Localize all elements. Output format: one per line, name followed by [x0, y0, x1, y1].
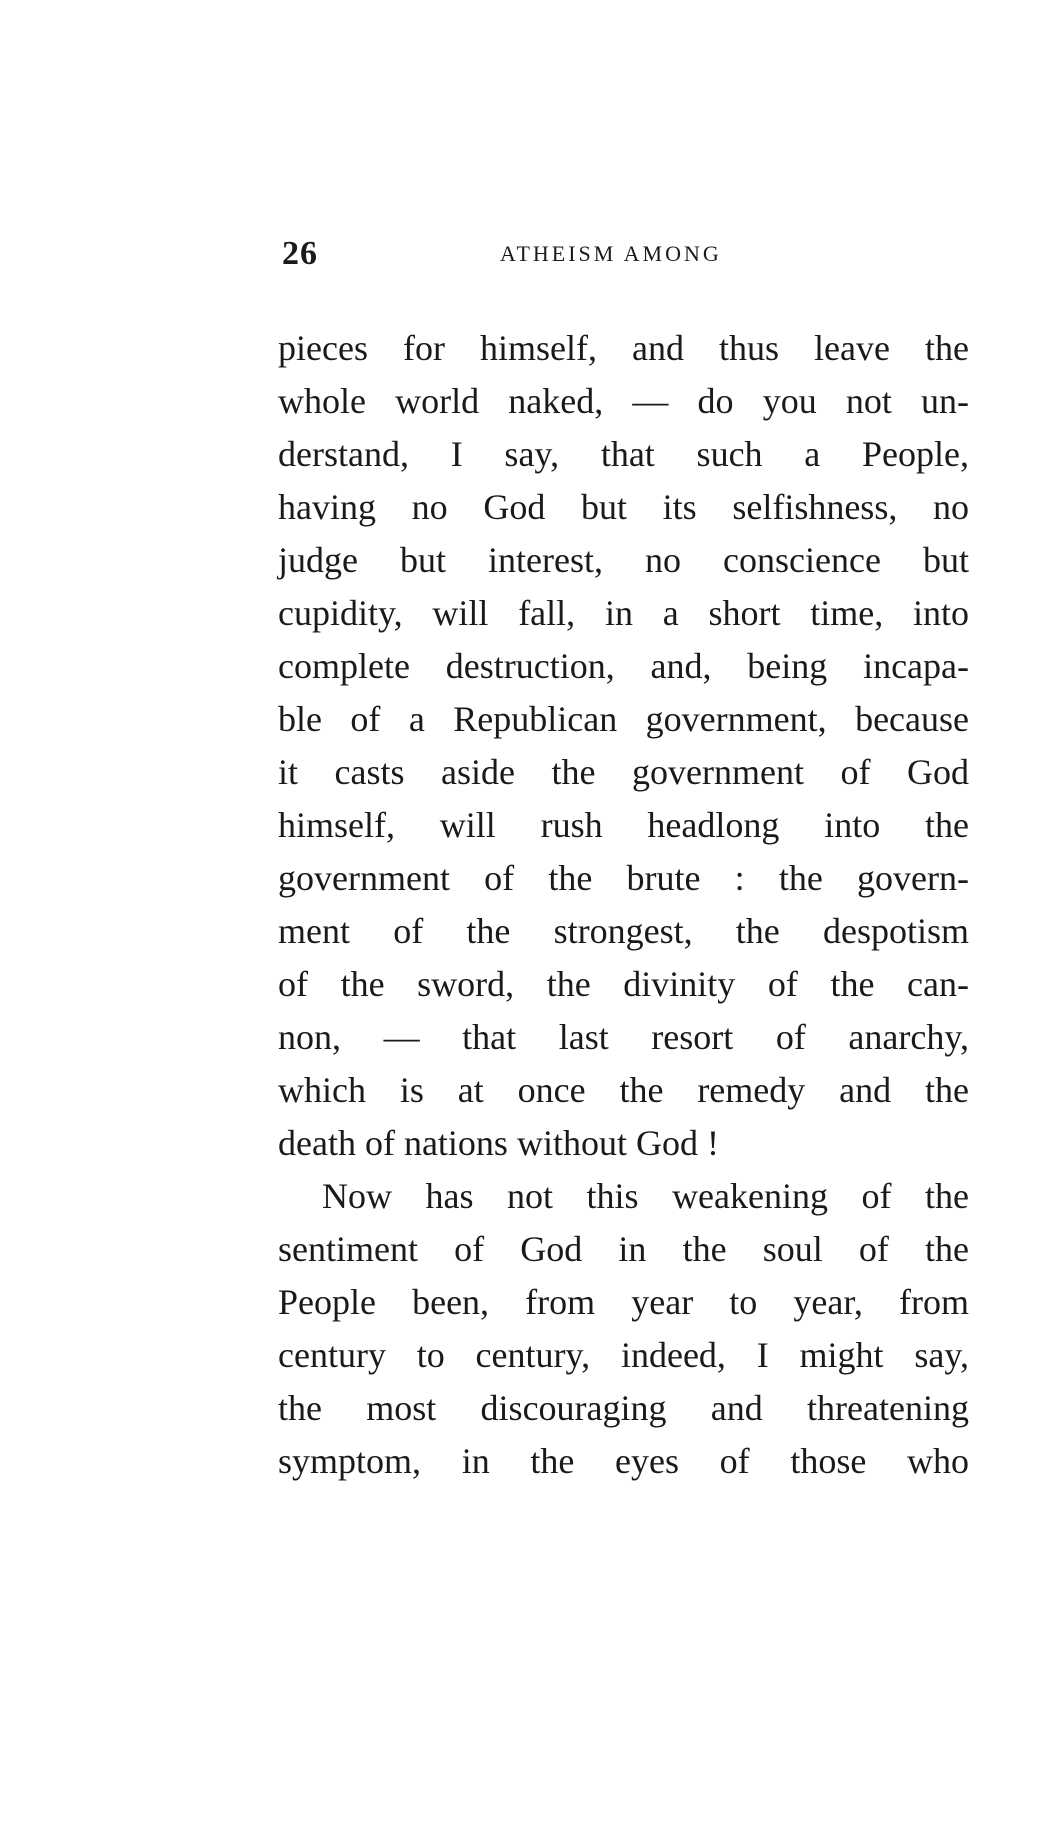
running-head [282, 234, 968, 274]
text-line: it casts aside the government of God [278, 752, 969, 792]
text-line: himself, will rush headlong into the [278, 805, 969, 845]
text-line: derstand, I say, that such a People, [278, 434, 969, 474]
text-line: cupidity, will fall, in a short time, into [278, 593, 969, 633]
text-line: century to century, indeed, I might say, [278, 1335, 969, 1375]
text-line: whole world naked, — do you not un- [278, 381, 969, 421]
running-title: ATHEISM AMONG [500, 241, 722, 266]
text-line: non, — that last resort of anarchy, [278, 1017, 969, 1057]
text-line: symptom, in the eyes of those who [278, 1441, 969, 1481]
text-line: government of the brute : the govern- [278, 858, 969, 898]
text-line: of the sword, the divinity of the can- [278, 964, 969, 1004]
text-line: ble of a Republican government, because [278, 699, 969, 739]
paragraph-1 [278, 322, 969, 1170]
text-line: complete destruction, and, being incapa- [278, 646, 969, 686]
text-line: Now has not this weakening of the [322, 1176, 969, 1216]
text-line: the most discouraging and threatening [278, 1388, 969, 1428]
text-line: pieces for himself, and thus leave the [278, 328, 969, 368]
text-line: judge but interest, no conscience but [278, 540, 969, 580]
text-line: ment of the strongest, the despotism [278, 911, 969, 951]
text-line: which is at once the remedy and the [278, 1070, 969, 1110]
body-text [278, 322, 969, 1488]
text-line: sentiment of God in the soul of the [278, 1229, 969, 1269]
page-number: 26 [282, 235, 318, 272]
text-line: having no God but its selfishness, no [278, 487, 969, 527]
paragraph-2 [278, 1170, 969, 1488]
text-line: death of nations without God ! [278, 1123, 719, 1163]
text-line: People been, from year to year, from [278, 1282, 969, 1322]
